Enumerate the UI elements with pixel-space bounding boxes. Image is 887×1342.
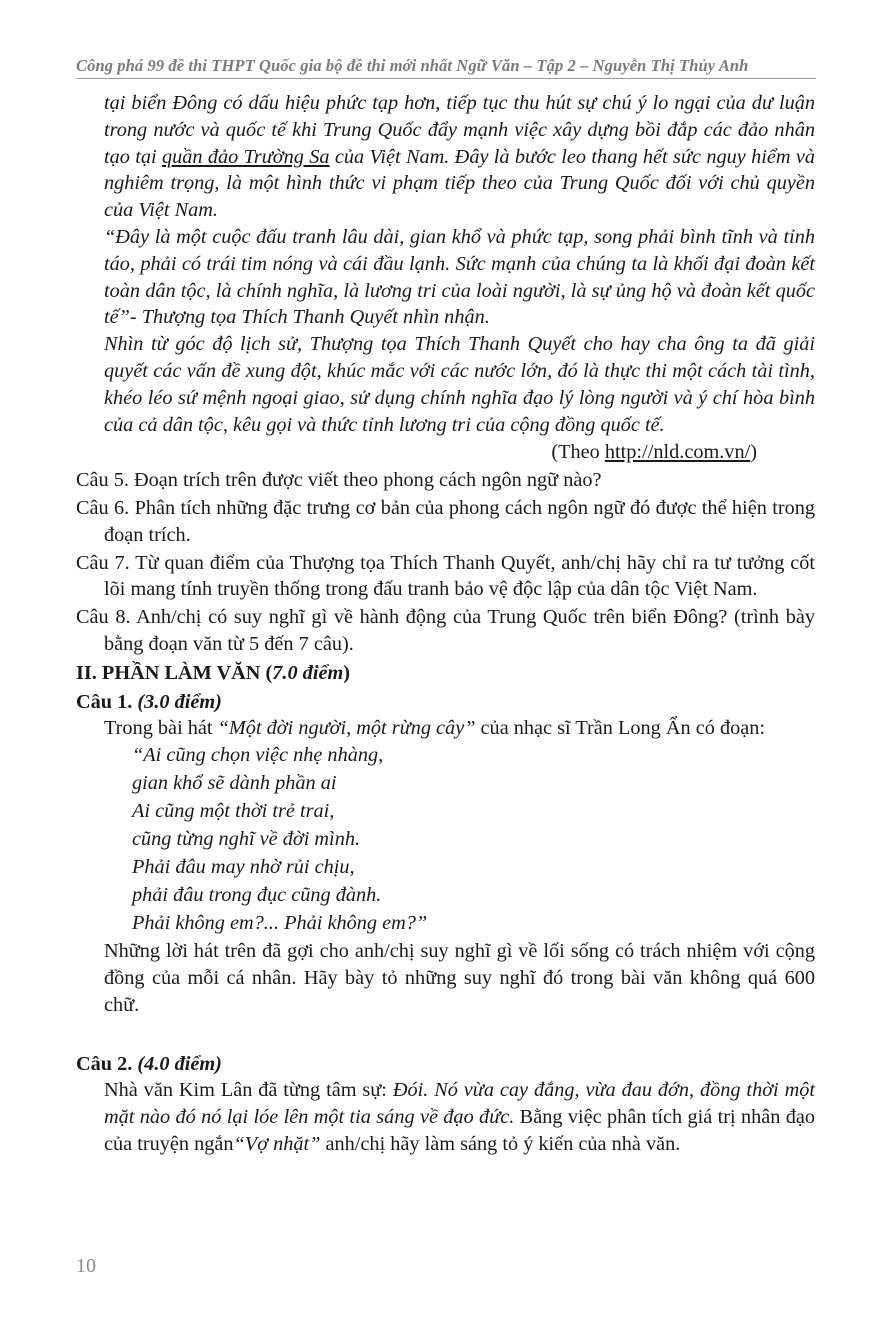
underlined-place-name: quần đảo Trường Sa — [162, 145, 330, 168]
question-7: Câu 7. Từ quan điểm của Thượng tọa Thích Thanh Quyết, anh/chị hãy chỉ ra tư tưởng cốt lõi mang tính truyền thống trong đấu tranh bảo vệ độc lập của dân tộc Việt Nam. — [76, 551, 815, 601]
excerpt-paragraph-1 — [76, 90, 815, 224]
cau-2-task — [76, 1077, 815, 1157]
cau-1-points: (3.0 điểm) — [137, 690, 222, 713]
excerpt-text: của Việt Nam. Đây là bước leo thang hết sức nguy hiểm và nghiêm trọng, là một hình thức vi phạm tiếp theo của Trung Quốc đối với chủ quyền của Việt Nam. — [104, 145, 815, 222]
question-8: Câu 8. Anh/chị có suy nghĩ gì về hành động của Trung Quốc trên biển Đông? (trình bày bằng đoạn văn từ 5 đến 7 câu). — [76, 606, 815, 655]
excerpt-paragraph-2: “Đây là một cuộc đấu tranh lâu dài, gian khổ và phức tạp, song phải bình tĩnh và tỉnh táo, phải có trái tim nóng và cái đầu lạnh. Sức mạnh của chúng ta là khối đại đoàn kết toàn dân tộc, là chính nghĩa, là lương tri của loài người, là sự ủng hộ và đoàn kết quốc tế”- Thượng tọa Thích Thanh Quyết nhìn nhận. — [104, 225, 815, 329]
task-text: Nhà văn Kim Lân đã từng tâm sự: — [104, 1079, 393, 1102]
header-divider — [76, 78, 816, 79]
spacer — [76, 1019, 815, 1049]
cau-1-label: Câu 1. — [76, 690, 138, 713]
author-quote: Đói. Nó vừa cay đắng, vừa đau đớn, đồng thời một mặt nào đó nó lại lóe lên một tia sáng về đạo đức. — [104, 1079, 815, 1129]
lyric-line: phải đâu trong đục cũng đành. — [132, 884, 382, 907]
song-title: “Một đời người, một rừng cây” — [217, 717, 476, 740]
cau-2-label: Câu 2. — [76, 1052, 138, 1075]
lyric-line: “Ai cũng chọn việc nhẹ nhàng, — [132, 744, 384, 767]
lyric-line: cũng từng nghĩ về đời mình. — [132, 828, 361, 851]
excerpt-text: tại biển Đông có dấu hiệu phức tạp hơn, tiếp tục thu hút sự chú ý lo ngại của dư luận trong nước và quốc tế khi Trung Quốc đẩy mạnh việc xây dựng bồi đắp các đảo nhân tạo tại — [104, 92, 815, 168]
source-link[interactable]: http://nld.com.vn/ — [604, 441, 751, 464]
cau-1-task: Những lời hát trên đã gợi cho anh/chị suy nghĩ gì về lối sống có trách nhiệm với cộng đồng của mỗi cá nhân. Hãy bày tỏ những suy nghĩ đó trong bài văn không quá 600 chữ. — [104, 940, 815, 1016]
cau-1-intro — [76, 715, 815, 742]
question-6: Câu 6. Phân tích những đặc trưng cơ bản của phong cách ngôn ngữ đó được thể hiện trong đoạn trích. — [76, 496, 815, 546]
cau-1-heading — [76, 689, 815, 716]
intro-text: của nhạc sĩ Trần Long Ẩn có đoạn: — [475, 717, 766, 740]
lyric-line: Phải đâu may nhờ rủi chịu, — [132, 856, 355, 879]
part-2-close: ) — [343, 661, 350, 684]
story-title: “Vợ nhặt” — [233, 1132, 321, 1155]
song-lyrics — [76, 742, 815, 938]
cau-2-points: (4.0 điểm) — [137, 1052, 222, 1075]
page-number: 10 — [76, 1255, 96, 1277]
part-2-title: II. PHẦN LÀM VĂN ( — [76, 661, 273, 684]
part-2-points: 7.0 điểm — [272, 661, 344, 684]
excerpt-paragraph-3: Nhìn từ góc độ lịch sử, Thượng tọa Thích Thanh Quyết cho hay cha ông ta đã giải quyết các vấn đề xung đột, khúc mắc với các nước lớn, đó là thực thi một cách tài tình, khéo léo sứ mệnh ngoại giao, sử dụng chính nghĩa đạo lý lòng người và ý chí hòa bình của cả dân tộc, kêu gọi và thức tỉnh lương tri của cộng đồng quốc tế. — [104, 333, 815, 436]
lyric-line: Phải không em?... Phải không em?” — [132, 912, 428, 935]
intro-text: Trong bài hát — [104, 717, 218, 740]
running-header: Công phá 99 đề thi THPT Quốc gia bộ đề thi mới nhất Ngữ Văn – Tập 2 – Nguyễn Thị Thủy Anh — [76, 56, 749, 75]
task-text: anh/chị hãy làm sáng tỏ ý kiến của nhà văn. — [320, 1132, 681, 1155]
excerpt-source — [76, 439, 815, 466]
cau-2-heading — [76, 1051, 815, 1078]
page-content — [76, 90, 815, 1158]
source-suffix: ) — [750, 441, 757, 464]
lyric-line: Ai cũng một thời trẻ trai, — [132, 800, 335, 823]
task-text: Bằng việc phân tích giá trị nhân đạo của truyện ngắn — [104, 1106, 815, 1155]
question-5: Câu 5. Đoạn trích trên được viết theo phong cách ngôn ngữ nào? — [76, 469, 602, 492]
part-2-heading — [76, 660, 815, 687]
source-prefix: (Theo — [551, 441, 605, 464]
lyric-line: gian khổ sẽ dành phần ai — [132, 772, 337, 795]
